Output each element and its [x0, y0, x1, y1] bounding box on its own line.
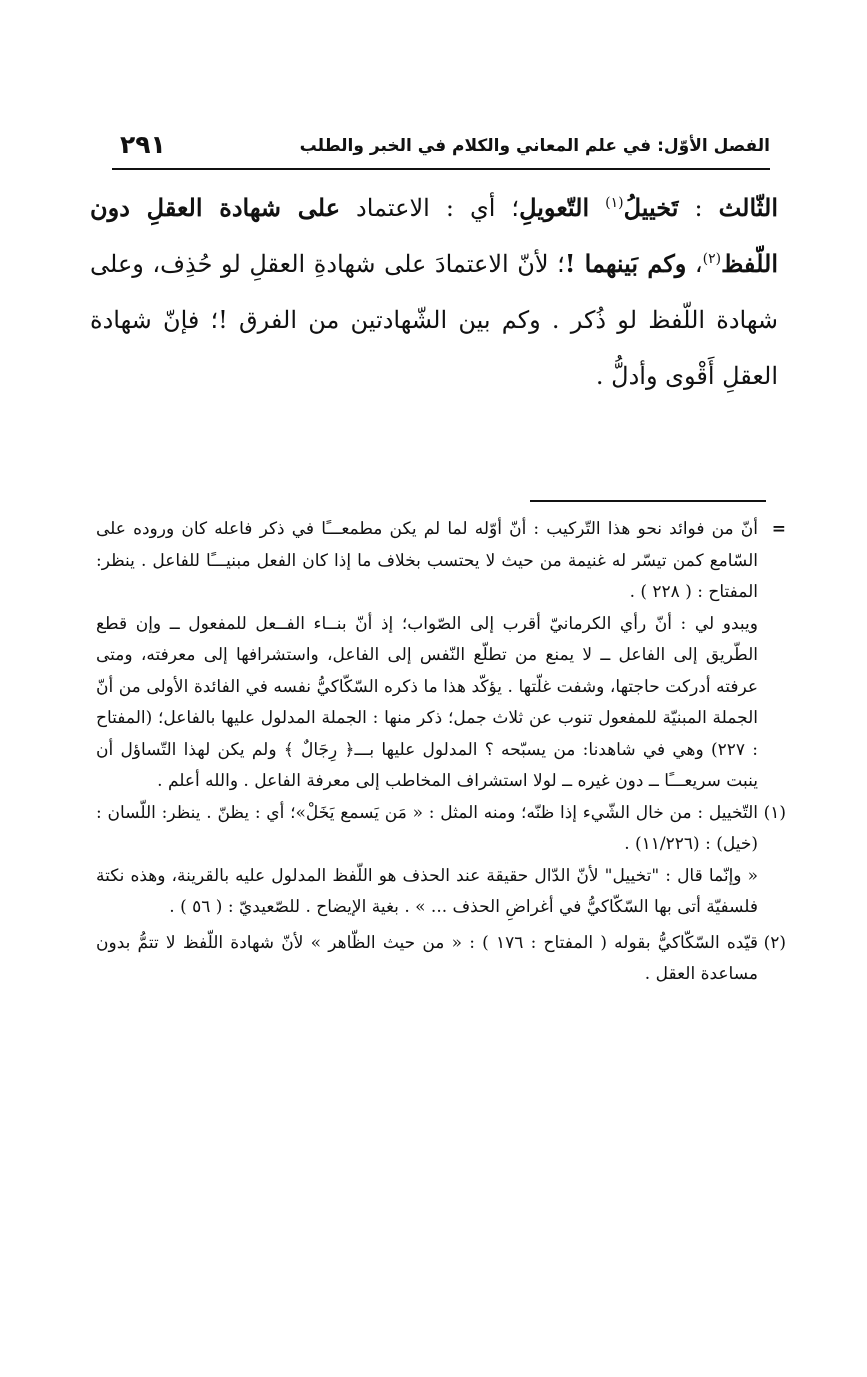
term-takhyil: تَخييلُ [623, 193, 679, 222]
section-label: الثّالث [718, 193, 779, 222]
main-text [90, 180, 778, 404]
main-text-3: ؛ لأنّ الاعتمادَ على شهادةِ العقلِ لو حُذِف، وعلى شهادة اللّفظ لو ذُكر . وكم بين الشّهادتين من الفرق !؛ فإنّ شهادة العقلِ أَقْوى وأدلُّ . [90, 250, 778, 390]
footnote-1-number: (١) [763, 802, 786, 823]
footnote-ref-2[interactable]: (٢) [702, 251, 722, 267]
footnote-2-text: قيّده السّكّاكيُّ بقوله ( المفتاح : ١٧٦ ) : « من حيث الظّاهر » لأنّ شهادة اللّفظ لا تتمُّ بدون مساعدة العقل . [96, 932, 758, 984]
header-rule [112, 168, 770, 170]
main-text-2: ، [686, 250, 703, 278]
term-tawil: التّعويلِ [519, 193, 590, 222]
footnote-1-text: التّخييل : من خال الشّيء إذا ظنّه؛ ومنه المثل : « مَن يَسمع يَخَلْ»؛ أي : يظنّ . ينظر: اللّسان : (خيل) : (١١/٢٢٦) . [96, 802, 758, 854]
footnote-opinion: ويبدو لي : أنّ رأي الكرمانيّ أقرب إلى الصّواب؛ إذ أنّ بنــاء الفــعل للمفعول ــ وإن قطع الطّريق إلى الفاعل ــ لا يمنع من تطلّع النّفس إلى الفاعل، واستشرافها إلى معرفته، ومتى عرفته أدركت حاجتها، وشفت غلّتها . يؤكّد هذا ما ذكره السّكّاكيُّ نفسه في الفائدة الأولى من أنّ الجملة المبنيّة للمفعول تنوب عن ثلاث جمل؛ ذكر منها : الجملة المدلول عليها بالفاعل؛ (المفتاح : ٢٢٧) وهي في شاهدنا: من يسبّحه ؟ المدلول عليها بـــ﴿ رِجَالٌ ﴾ ولم يكن لهذا التّساؤل أن ينبت سريعـــًا ــ دون غيره ــ لولا استشراف المخاطب إلى معرفة الفاعل . والله أعلم . [96, 613, 759, 791]
footnotes [96, 514, 786, 991]
page-number: ٢٩١ [120, 130, 166, 159]
continuation-text: أنّ من فوائد نحو هذا التّركيب : أنّ أوّله لما لم يكن مطمعـــًا في ذكر فاعله كان وروده على السّامع كمن تيسّر له غنيمة من حيث لا يحتسب بخلاف ما إذا كان الفعل مبنيـــًا للفاعل . ينظر: المفتاح : ( ٢٢٨ ) . [96, 519, 758, 602]
footnote-1-quote: « وإنّما قال : "تخييل" لأنّ الدّال حقيقة عند الحذف هو اللّفظ المدلول عليه بالقرينة، وهذه نكتة فلسفيّة أتى بها السّكّاكيُّ في أغراضِ الحذف ... » . بغية الإيضاح . للصّعيديّ : ( ٥٦ ) . [96, 865, 758, 917]
footnote-ref-1[interactable]: (١) [605, 195, 624, 211]
page-header [112, 132, 770, 164]
running-head: الفصل الأوّل: في علم المعاني والكلام في الخبر والطلب [299, 136, 770, 156]
footnote-continuation [96, 514, 786, 609]
colon: : [678, 194, 719, 222]
footnote-2 [96, 928, 786, 991]
footnote-2-number: (٢) [763, 932, 786, 953]
footnote-1 [96, 798, 786, 861]
footnote-separator [530, 500, 766, 502]
main-paragraph [90, 180, 778, 404]
main-text-1: ؛ أي : الاعتماد [340, 194, 520, 222]
bold-phrase-1: على شهادة العقلِ دون اللّفظ [90, 193, 778, 278]
continuation-marker: = [771, 519, 786, 539]
bold-phrase-2: وكم بَينهما ! [564, 249, 687, 278]
